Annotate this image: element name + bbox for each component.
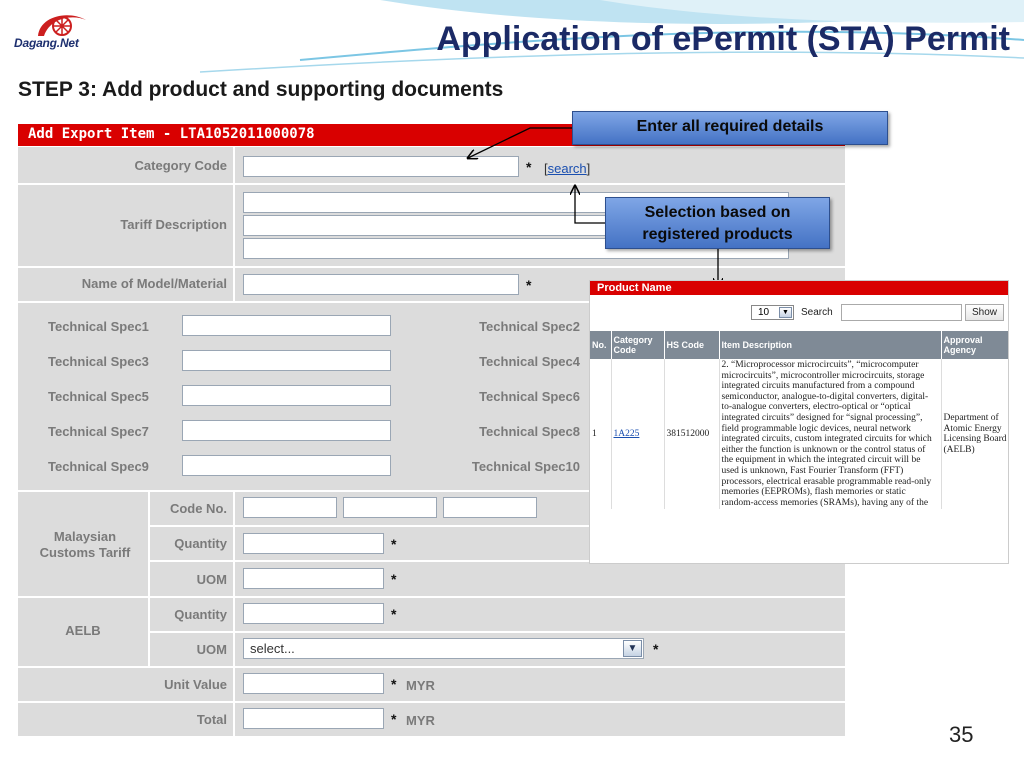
- search-link-wrapper: [search]: [544, 161, 591, 176]
- row-divider: [18, 266, 845, 268]
- product-popup-header: Product Name: [590, 281, 1008, 295]
- table-row[interactable]: [590, 359, 1009, 509]
- chevron-down-icon[interactable]: ▼: [779, 307, 792, 318]
- row-divider: [18, 183, 845, 185]
- code-no-input-3[interactable]: [443, 497, 537, 518]
- row-item-description: 2. “Microprocessor microcircuits”, “microcomputer microcircuits”, microcontroller microcircuits, storage integrated circuits manufactured from a compound semiconductor, analogue-to-digital converters, digital-to-analogue converters, electro-optical or “optical integrated circuits” designed for “signal processing”, field programmable logic devices, neural network integrated circuits, custom integrated circuits for which either the function is unknown or the control status of the equipment in which the integrated circuit will be used is unknown, Fast Fourier Transform (FFT) processors, electrical erasable programmable read-only memories (EEPROMs), flash memories or static random-access memories (SRAMs), having any of the: [719, 359, 941, 509]
- aelb-label: AELB: [65, 623, 101, 638]
- category-code-input[interactable]: [243, 156, 519, 177]
- aelb-quantity-input[interactable]: [243, 603, 384, 624]
- column-header-category-code[interactable]: Category Code: [611, 331, 664, 359]
- tech-spec-8-label: Technical Spec8: [479, 424, 580, 439]
- customs-uom-label: UOM: [196, 572, 227, 587]
- aelb-uom-select[interactable]: [243, 638, 644, 659]
- product-search-label: Search: [801, 307, 833, 318]
- tech-spec-4-label: Technical Spec4: [479, 354, 580, 369]
- row-divider: [18, 701, 845, 703]
- column-header-item-description[interactable]: Item Description: [719, 331, 941, 359]
- required-mark: *: [391, 571, 397, 587]
- column-header-no[interactable]: No.: [590, 331, 611, 359]
- column-header-hs-code[interactable]: HS Code: [664, 331, 719, 359]
- model-material-input[interactable]: [243, 274, 519, 295]
- tech-spec-5-input[interactable]: [182, 385, 391, 406]
- category-code-label: Category Code: [134, 158, 227, 173]
- total-currency: MYR: [406, 713, 435, 728]
- selection-callout: [605, 197, 830, 249]
- tech-spec-5-label: Technical Spec5: [48, 389, 149, 404]
- product-table: [590, 331, 1009, 509]
- tech-spec-2-label: Technical Spec2: [479, 319, 580, 334]
- total-input[interactable]: [243, 708, 384, 729]
- show-button[interactable]: Show: [965, 304, 1004, 321]
- page-number: 35: [949, 722, 974, 747]
- tech-spec-1-label: Technical Spec1: [48, 319, 149, 334]
- required-mark: *: [526, 159, 532, 175]
- unit-value-label: Unit Value: [164, 677, 227, 692]
- aelb-uom-select-value: select...: [250, 641, 295, 656]
- row-no: 1: [590, 359, 611, 509]
- tech-spec-3-label: Technical Spec3: [48, 354, 149, 369]
- required-mark: *: [391, 711, 397, 727]
- column-divider: [233, 490, 235, 736]
- enter-details-callout: Enter all required details: [572, 111, 888, 145]
- selection-callout-line1: Selection based on: [644, 204, 791, 221]
- tech-spec-6-label: Technical Spec6: [479, 389, 580, 404]
- product-popup-toolbar: [590, 295, 1008, 331]
- product-table-header-row: [590, 331, 1009, 359]
- code-no-label: Code No.: [169, 501, 227, 516]
- code-no-input-2[interactable]: [343, 497, 437, 518]
- tech-spec-9-label: Technical Spec9: [48, 459, 149, 474]
- column-divider: [233, 147, 235, 301]
- chevron-down-icon[interactable]: ▼: [623, 640, 642, 657]
- column-header-approval-agency[interactable]: Approval Agency: [941, 331, 1009, 359]
- tech-spec-3-input[interactable]: [182, 350, 391, 371]
- column-divider: [148, 490, 150, 666]
- row-divider: [18, 596, 845, 598]
- page-size-value: 10: [758, 307, 770, 318]
- unit-value-currency: MYR: [406, 678, 435, 693]
- dagang-net-logo: [10, 8, 105, 58]
- total-label: Total: [196, 712, 227, 727]
- aelb-quantity-label: Quantity: [174, 607, 227, 622]
- tech-spec-1-input[interactable]: [182, 315, 391, 336]
- row-hs-code: 381512000: [664, 359, 719, 509]
- tech-spec-10-label: Technical Spec10: [471, 459, 580, 474]
- selection-callout-line2: registered products: [642, 226, 793, 243]
- required-mark: *: [526, 277, 532, 293]
- page-size-select[interactable]: [751, 305, 794, 320]
- tech-spec-7-label: Technical Spec7: [48, 424, 149, 439]
- code-no-input-1[interactable]: [243, 497, 337, 518]
- row-divider: [18, 666, 845, 668]
- required-mark: *: [391, 536, 397, 552]
- tech-spec-7-input[interactable]: [182, 420, 391, 441]
- row-divider: [148, 631, 845, 633]
- required-mark: *: [653, 641, 659, 657]
- customs-quantity-label: Quantity: [174, 536, 227, 551]
- step-heading: STEP 3: Add product and supporting documents: [18, 78, 504, 101]
- required-mark: *: [391, 606, 397, 622]
- customs-uom-input[interactable]: [243, 568, 384, 589]
- customs-quantity-input[interactable]: [243, 533, 384, 554]
- row-category-code-cell: [611, 359, 664, 509]
- form-header: Add Export Item - LTA1052011000078: [18, 124, 845, 146]
- tariff-description-label: Tariff Description: [120, 217, 227, 232]
- required-mark: *: [391, 676, 397, 692]
- row-approval-agency: Department of Atomic Energy Licensing Board (AELB): [941, 359, 1009, 509]
- slide-title: Application of ePermit (STA) Permit: [436, 20, 1010, 58]
- tech-spec-9-input[interactable]: [182, 455, 391, 476]
- category-search-link[interactable]: search: [547, 161, 587, 176]
- model-material-label: Name of Model/Material: [81, 276, 227, 291]
- aelb-uom-label: UOM: [196, 642, 227, 657]
- product-search-input[interactable]: [841, 304, 962, 321]
- logo-wordmark: Dagang.Net: [14, 36, 79, 50]
- unit-value-input[interactable]: [243, 673, 384, 694]
- category-code-link[interactable]: 1A225: [613, 428, 640, 439]
- product-name-popup: [589, 280, 1009, 564]
- malaysian-customs-tariff-label: Malaysian Customs Tariff: [39, 529, 131, 560]
